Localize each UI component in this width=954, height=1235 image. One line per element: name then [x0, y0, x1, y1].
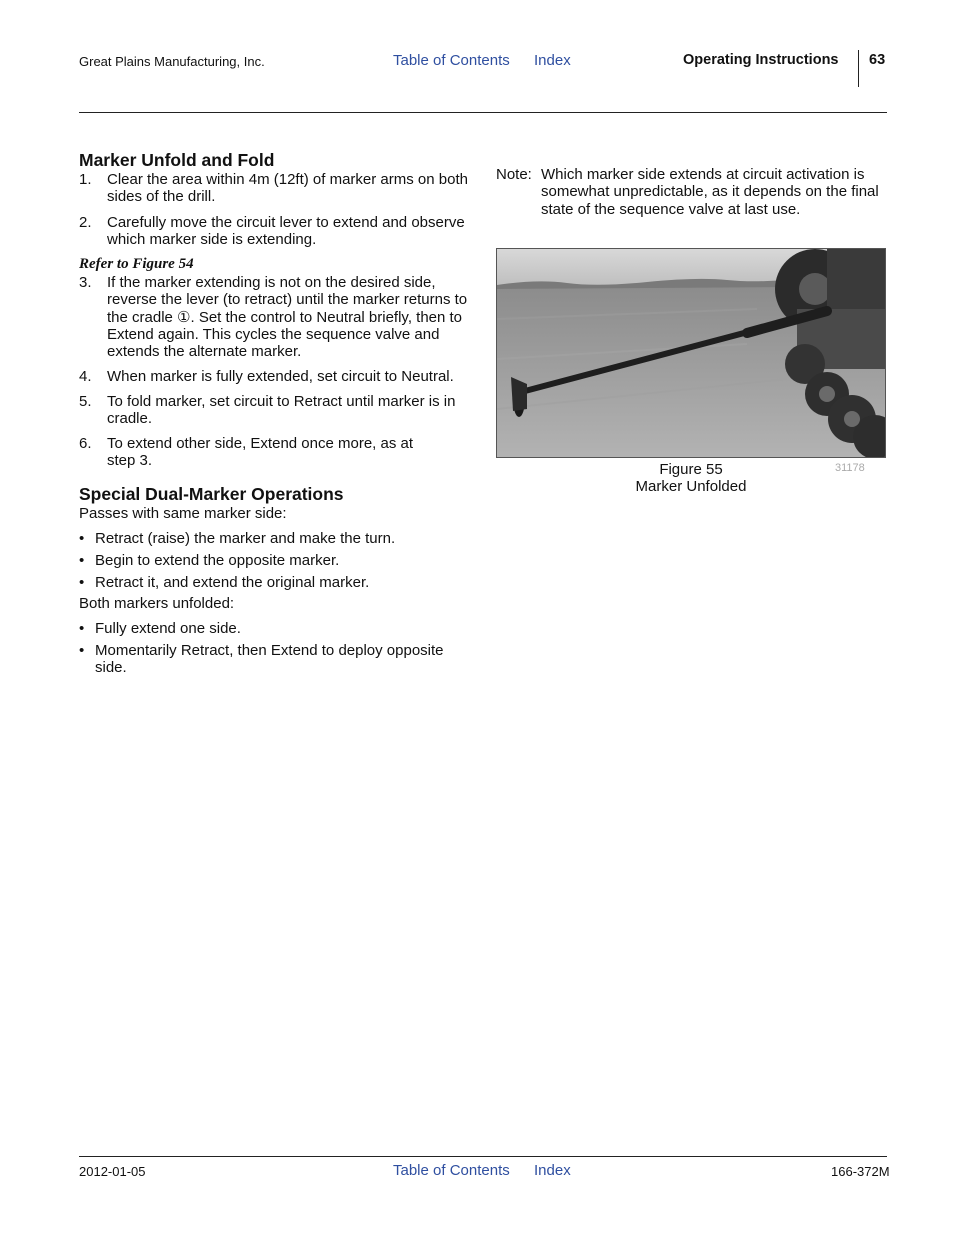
- bullet-item: [79, 620, 469, 637]
- marker-unfolded-illustration: [497, 249, 886, 458]
- figure-code: 31178: [835, 462, 865, 474]
- heading-marker-unfold: Marker Unfold and Fold: [79, 150, 275, 170]
- header-toc-link[interactable]: Table of Contents: [393, 52, 510, 69]
- step-5: [79, 393, 474, 428]
- bullet-text: Fully extend one side.: [95, 620, 241, 637]
- refer-to-figure: Refer to Figure 54: [79, 256, 194, 272]
- bullet-glyph: •: [79, 574, 85, 591]
- bullet-text: Momentarily Retract, then Extend to deploy opposite side.: [95, 642, 444, 677]
- intro-same-side: Passes with same marker side:: [79, 505, 287, 522]
- figure-number: Figure 55: [659, 461, 723, 478]
- bullet-item: [79, 530, 469, 547]
- step-number: 1.: [79, 171, 92, 188]
- section-title: Operating Instructions: [683, 52, 839, 68]
- bullet-glyph: •: [79, 530, 85, 547]
- footer-rule: [79, 1156, 887, 1157]
- step-number: 5.: [79, 393, 92, 410]
- bullet-text: Begin to extend the opposite marker.: [95, 552, 340, 569]
- step-text: If the marker extending is not on the desired side, reverse the lever (to retract) until the marker returns to the cradle ①. Set the control to Neutral briefly, then to Extend again. This cycles the sequence valve and extends the alternate marker.: [107, 274, 468, 361]
- step-4: [79, 368, 479, 385]
- intro-both-unfolded: Both markers unfolded:: [79, 595, 235, 612]
- step-text: Carefully move the circuit lever to extend and observe which marker side is extending.: [107, 214, 465, 249]
- header-divider: [858, 50, 859, 87]
- bullet-glyph: •: [79, 642, 85, 659]
- heading-dual-marker: Special Dual-Marker Operations: [79, 484, 344, 504]
- header-index-link[interactable]: Index: [534, 52, 571, 69]
- step-3: [79, 274, 471, 360]
- step-2: [79, 214, 474, 249]
- footer-index-link[interactable]: Index: [534, 1162, 571, 1179]
- footer-date: 2012-01-05: [79, 1164, 146, 1179]
- bullet-text: Retract (raise) the marker and make the turn.: [95, 530, 396, 547]
- bullet-text: Retract it, and extend the original marker.: [95, 574, 370, 591]
- step-6: [79, 435, 439, 470]
- page-number: 63: [869, 52, 886, 68]
- note-label: Note:: [496, 166, 532, 183]
- bullet-item: [79, 642, 464, 677]
- step-number: 6.: [79, 435, 92, 452]
- step-1: [79, 171, 474, 206]
- doc-number: 166-372M: [831, 1164, 890, 1179]
- footer-toc-link[interactable]: Table of Contents: [393, 1162, 510, 1179]
- step-text: When marker is fully extended, set circuit to Neutral.: [107, 368, 454, 385]
- bullet-glyph: •: [79, 552, 85, 569]
- step-number: 4.: [79, 368, 92, 385]
- bullet-item: [79, 552, 469, 569]
- step-number: 2.: [79, 214, 92, 231]
- bullet-item: [79, 574, 469, 591]
- step-text: Clear the area within 4m (12ft) of marker arms on both sides of the drill.: [107, 171, 468, 206]
- bullet-glyph: •: [79, 620, 85, 637]
- header-rule: [79, 112, 887, 113]
- figure-caption: [496, 461, 886, 496]
- note-text: Which marker side extends at circuit activation is somewhat unpredictable, as it depends on the final state of the sequence valve at last use.: [541, 166, 879, 218]
- figure-title: Marker Unfolded: [635, 478, 747, 496]
- step-text: To fold marker, set circuit to Retract until marker is in cradle.: [107, 393, 456, 428]
- marker-photo: [496, 248, 886, 458]
- step-number: 3.: [79, 274, 92, 291]
- company-name: Great Plains Manufacturing, Inc.: [79, 54, 265, 69]
- step-text: To extend other side, Extend once more, as at step 3.: [107, 435, 414, 470]
